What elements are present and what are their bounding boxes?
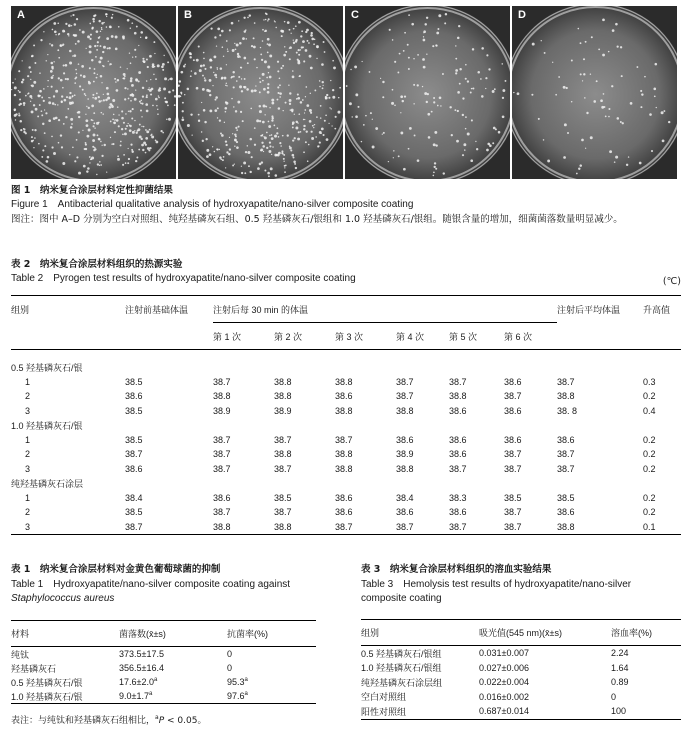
group-name: 1.0 羟基磷灰石/银 — [11, 420, 83, 431]
table-cell: 38.4 — [396, 492, 414, 503]
table-row — [11, 505, 681, 519]
table-cell: 38.6 — [335, 507, 353, 518]
rate-value: 0 — [227, 649, 233, 659]
table-cell: 38.3 — [449, 492, 467, 503]
panel-label-c: C — [351, 9, 359, 21]
table1-title-en-1: Table 1 Hydroxyapatite/nano-silver composite coating against — [11, 579, 291, 590]
group-name: 纯羟基磷灰石涂层 — [11, 478, 84, 489]
panel-label-a: A — [17, 9, 25, 21]
figure-caption-en: Figure 1 Antibacterial qualitative analysis of hydroxyapatite/nano-silver composite coating — [11, 199, 414, 210]
pyrogen-table — [11, 295, 681, 535]
table-row — [11, 375, 681, 389]
table-cell: 38.8 — [274, 377, 292, 388]
table-cell: 1 — [25, 492, 31, 503]
rate-value: 97.6 — [227, 691, 245, 701]
table-cell: 38.5 — [125, 377, 143, 388]
table-cell: 38.7 — [396, 391, 414, 402]
table-cell: 2 — [25, 449, 31, 460]
table-cell: 0.2 — [643, 507, 656, 518]
table-cell: 阳性对照组 — [361, 704, 479, 719]
table-cell: 38.8 — [449, 391, 467, 402]
table-cell: 38.9 — [274, 405, 292, 416]
table-cell: 38.6 — [449, 435, 467, 446]
count-significance: a — [153, 677, 158, 683]
table-cell: 38.5 — [274, 492, 292, 503]
header-after-group: 注射后每 30 min 的体温 — [213, 296, 557, 323]
header-time-2: 第 2 次 — [274, 331, 303, 342]
table-cell: 38.8 — [557, 519, 643, 534]
count-value: 17.6±2.0 — [119, 677, 154, 687]
header-time-4: 第 4 次 — [396, 331, 425, 342]
table3-title-en-1: Table 3 Hemolysis test results of hydroxyapatite/nano-silver — [361, 579, 632, 590]
table-cell: 0.2 — [643, 463, 656, 474]
count-value: 356.5±16.4 — [119, 663, 164, 673]
group-name: 0.5 羟基磷灰石/银 — [11, 363, 83, 373]
table-cell: 38.6 — [125, 463, 143, 474]
table-row — [11, 389, 681, 403]
table-row — [11, 689, 316, 704]
table-cell: 2.24 — [611, 648, 629, 659]
table-cell: 38.6 — [335, 492, 353, 503]
count-cell — [119, 661, 227, 675]
rate-cell — [227, 675, 316, 689]
material-cell: 羟基磷灰石 — [11, 663, 57, 674]
rate-value: 0 — [227, 663, 233, 673]
table-cell: 0.5 羟基磷灰石/银组 — [361, 648, 442, 659]
table-row — [361, 690, 681, 705]
table-cell: 38.7 — [449, 463, 467, 474]
table1-note-sup: a — [155, 714, 159, 721]
table-cell: 0.031±0.007 — [479, 648, 529, 659]
table-cell: 38.6 — [213, 492, 231, 503]
table-cell: 38.8 — [335, 449, 353, 460]
table-cell: 38.7 — [125, 519, 213, 534]
table-row — [11, 447, 681, 461]
table-cell: 38.8 — [274, 391, 292, 402]
count-cell — [119, 689, 227, 704]
table-cell: 38.5 — [557, 492, 575, 503]
table-cell: 38.8 — [396, 405, 414, 416]
table-cell: 38.7 — [557, 449, 575, 460]
table-row — [11, 675, 316, 689]
table-cell: 0 — [611, 691, 617, 702]
antibacterial-table — [11, 620, 316, 704]
table-cell: 38.7 — [213, 449, 231, 460]
table-row — [361, 646, 681, 661]
table-cell: 38.8 — [335, 405, 353, 416]
material-cell: 纯钛 — [11, 649, 30, 660]
table-cell: 0.027±0.006 — [479, 662, 529, 673]
group-row — [11, 360, 681, 375]
table-cell: 38.6 — [449, 507, 467, 518]
t3-header-absorbance: 吸光值(545 nm)(x̄±s) — [479, 620, 611, 646]
table-cell: 38.8 — [557, 391, 575, 402]
table-cell: 38.8 — [274, 449, 292, 460]
table2-unit: (℃) — [662, 276, 681, 287]
table1-note — [11, 713, 206, 726]
table-cell: 0.2 — [643, 449, 656, 460]
table-row — [361, 675, 681, 690]
table2-title-cn: 表 2 纳米复合涂层材料组织的热源实验 — [11, 259, 183, 270]
rate-significance: a — [244, 677, 248, 683]
petri-dish-panel-d — [512, 6, 677, 179]
table-cell: 0.687±0.014 — [479, 704, 611, 719]
panel-label-d: D — [518, 9, 526, 21]
header-group: 组别 — [11, 304, 30, 315]
table-cell: 0.89 — [611, 677, 629, 688]
antibacterial-table-body — [11, 647, 316, 704]
table-cell: 38.8 — [396, 463, 414, 474]
table-cell: 38.9 — [213, 405, 231, 416]
table-cell: 38.4 — [125, 492, 143, 503]
hemolysis-table — [361, 619, 681, 720]
table-row — [11, 647, 316, 662]
table-cell: 38.7 — [504, 391, 522, 402]
table-cell: 38.7 — [504, 507, 522, 518]
table-cell: 38.5 — [125, 435, 143, 446]
figure-caption-cn: 图 1 纳米复合涂层材料定性抑菌结果 — [11, 185, 173, 196]
table-row — [11, 519, 681, 534]
table-cell: 0.022±0.004 — [479, 677, 529, 688]
table-cell: 0.2 — [643, 492, 656, 503]
table-cell: 38.7 — [274, 507, 292, 518]
figure-1 — [11, 6, 679, 179]
table-cell: 38.8 — [213, 391, 231, 402]
group-row — [11, 476, 681, 491]
table-cell: 38.7 — [335, 519, 396, 534]
t1-header-material: 材料 — [11, 621, 119, 647]
table-cell: 38.8 — [335, 377, 353, 388]
table-cell: 38.6 — [125, 391, 143, 402]
petri-dish-image-d — [512, 6, 677, 179]
petri-dish-panel-c — [345, 6, 510, 179]
rate-cell — [227, 661, 316, 675]
table-cell: 38.7 — [449, 377, 467, 388]
table-cell: 0.016±0.002 — [479, 691, 529, 702]
table-cell: 38.7 — [274, 435, 292, 446]
table-cell: 3 — [25, 463, 31, 474]
table-row — [11, 491, 681, 505]
table1-title-en-2: Staphylococcus aureus — [11, 593, 115, 604]
table-cell: 38.5 — [504, 492, 522, 503]
table3-title-cn: 表 3 纳米复合涂层材料组织的溶血实验结果 — [361, 564, 552, 575]
table-cell: 0.4 — [643, 405, 656, 416]
table-cell: 0.2 — [643, 435, 656, 446]
table-cell: 1 — [25, 435, 31, 446]
table-cell: 38.6 — [504, 435, 522, 446]
petri-dish-image-c — [345, 6, 510, 179]
table-row — [11, 661, 316, 675]
table-cell: 38.7 — [335, 435, 353, 446]
table-row — [11, 461, 681, 475]
table-cell: 100 — [611, 704, 681, 719]
table-row — [11, 404, 681, 418]
table-cell: 38.8 — [213, 519, 274, 534]
table-cell: 38.5 — [125, 507, 143, 518]
table1-note-prefix: 表注：与纯钛和羟基磷灰石组相比， — [11, 716, 156, 726]
table-cell: 38.7 — [396, 377, 414, 388]
hemolysis-table-body — [361, 646, 681, 720]
table-cell: 38.6 — [396, 435, 414, 446]
petri-dish-image-b — [178, 6, 343, 179]
table-cell: 38.7 — [557, 463, 575, 474]
table-rule — [11, 350, 681, 361]
table-cell: 38.6 — [504, 377, 522, 388]
count-value: 373.5±17.5 — [119, 649, 164, 659]
header-time-5: 第 5 次 — [449, 331, 478, 342]
table-cell: 38. 8 — [557, 405, 578, 416]
header-time-1: 第 1 次 — [213, 331, 242, 342]
pyrogen-table-body — [11, 350, 681, 535]
count-cell — [119, 647, 227, 662]
table-row — [11, 433, 681, 447]
table-cell: 38.6 — [335, 391, 353, 402]
table-cell: 38.5 — [125, 405, 143, 416]
header-time-3: 第 3 次 — [335, 331, 364, 342]
count-significance: a — [148, 691, 153, 697]
t1-header-rate: 抗菌率(%) — [227, 621, 316, 647]
table-cell: 38.6 — [396, 507, 414, 518]
table-cell: 38.7 — [213, 463, 231, 474]
petri-dish-panel-a — [11, 6, 176, 179]
table-cell: 纯羟基磷灰石涂层组 — [361, 677, 443, 688]
panel-label-b: B — [184, 9, 192, 21]
table-cell: 38.7 — [449, 519, 504, 534]
table-cell: 38.8 — [274, 519, 335, 534]
table-cell: 38.7 — [213, 507, 231, 518]
count-cell — [119, 675, 227, 689]
table-cell: 38.7 — [213, 377, 231, 388]
header-rise: 升高值 — [643, 304, 671, 315]
header-avg: 注射后平均体温 — [557, 304, 621, 315]
table-cell: 2 — [25, 391, 31, 402]
table-cell: 2 — [25, 507, 31, 518]
table3-title-en-2: composite coating — [361, 593, 442, 604]
table-cell: 38.7 — [125, 449, 143, 460]
table-cell: 38.6 — [449, 405, 467, 416]
table-cell: 38.7 — [504, 463, 522, 474]
table-cell: 38.7 — [557, 377, 575, 388]
table-cell: 38.7 — [213, 435, 231, 446]
t3-header-rate: 溶血率(%) — [611, 620, 681, 646]
rate-cell — [227, 647, 316, 662]
material-cell: 1.0 羟基磷灰石/银 — [11, 689, 119, 704]
table-cell: 38.7 — [504, 519, 557, 534]
table-row — [361, 704, 681, 719]
table2-title-en: Table 2 Pyrogen test results of hydroxyapatite/nano-silver composite coating — [11, 273, 356, 284]
material-cell: 0.5 羟基磷灰石/银 — [11, 677, 83, 688]
table-cell: 38.8 — [335, 463, 353, 474]
table-cell: 38.7 — [396, 519, 449, 534]
table-cell: 1.64 — [611, 662, 629, 673]
table-cell: 1 — [25, 377, 31, 388]
group-row — [11, 418, 681, 433]
table-cell: 1.0 羟基磷灰石/银组 — [361, 663, 442, 674]
t3-header-group: 组别 — [361, 620, 479, 646]
rate-value: 95.3 — [227, 677, 245, 687]
table-cell: 38.6 — [449, 449, 467, 460]
t1-header-count: 菌落数(x̄±s) — [119, 621, 227, 647]
table-cell: 38.6 — [557, 507, 575, 518]
table-cell: 3 — [25, 405, 31, 416]
table-cell: 0.3 — [643, 377, 656, 388]
rate-cell — [227, 689, 316, 704]
petri-dish-image-a — [11, 6, 176, 179]
table-cell: 38.9 — [396, 449, 414, 460]
table1-title-cn: 表 1 纳米复合涂层材料对金黄色葡萄球菌的抑制 — [11, 564, 221, 575]
table-row — [361, 661, 681, 676]
petri-dish-panel-b — [178, 6, 343, 179]
count-value: 9.0±1.7 — [119, 691, 149, 701]
header-time-6: 第 6 次 — [504, 331, 533, 342]
header-before: 注射前基础体温 — [125, 304, 189, 315]
table1-note-suffix: < 0.05。 — [164, 716, 207, 726]
table-cell: 0.1 — [643, 519, 681, 534]
figure-note: 图注：图中 A–D 分别为空白对照组、纯羟基磷灰石组、0.5 羟基磷灰石/银组和 1.0 羟基磷灰石/银组。随银含量的增加，细菌菌落数量明显减少。 — [11, 214, 623, 225]
rate-significance: a — [244, 691, 248, 697]
table1-note-p: P — [158, 716, 165, 726]
table-cell: 空白对照组 — [361, 692, 407, 703]
table-cell: 0.2 — [643, 391, 656, 402]
table-cell: 38.7 — [504, 449, 522, 460]
table-cell: 38.6 — [557, 435, 575, 446]
table-cell: 38.6 — [504, 405, 522, 416]
table-cell: 38.7 — [274, 463, 292, 474]
table-cell: 3 — [11, 519, 125, 534]
